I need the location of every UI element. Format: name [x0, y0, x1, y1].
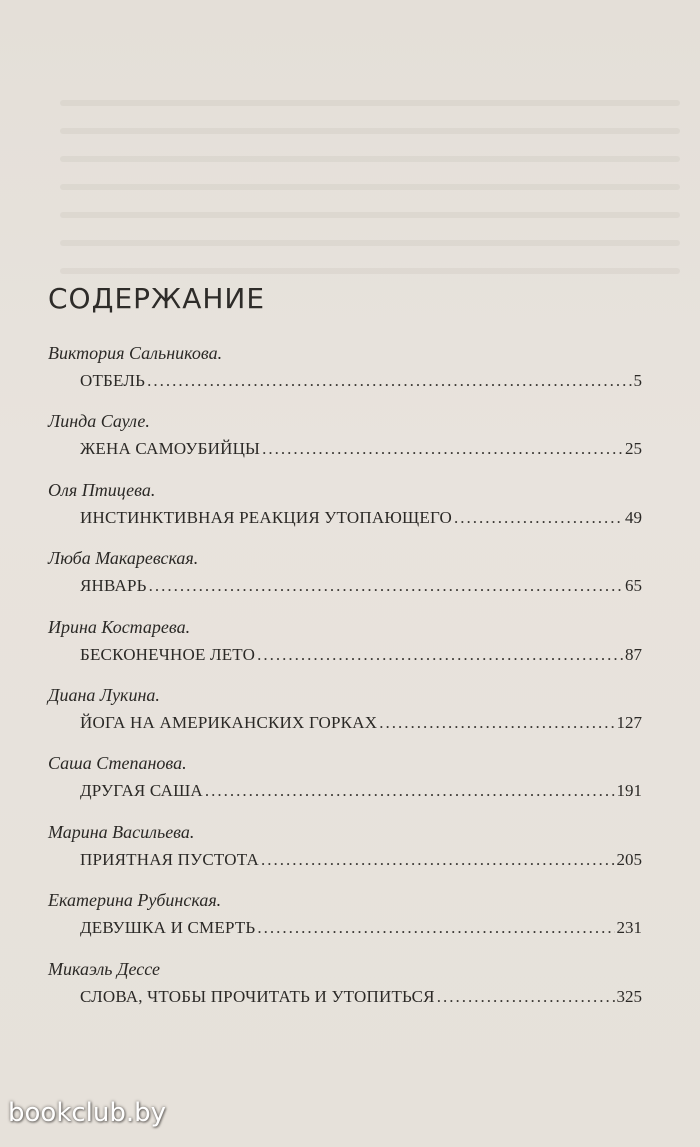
toc-author: Саша Степанова.: [48, 753, 187, 774]
dot-leader: [379, 710, 614, 736]
toc-entry: [48, 338, 642, 406]
toc-author: Екатерина Рубинская.: [48, 890, 222, 911]
toc-author: Ирина Костарева.: [48, 616, 191, 637]
toc-title: ИНСТИНКТИВНАЯ РЕАКЦИЯ УТОПАЮЩЕГО: [80, 507, 453, 527]
toc-author: Марина Васильева.: [48, 821, 195, 842]
toc-author: Виктория Сальникова.: [48, 343, 223, 363]
toc-page-number: 231: [616, 918, 642, 938]
dot-leader: [257, 642, 623, 668]
toc-heading: СОДЕРЖАНИЕ: [48, 282, 266, 315]
dot-leader: [454, 505, 623, 531]
show-through-line: [60, 156, 680, 162]
toc-line: [80, 710, 642, 736]
toc-line: [80, 368, 642, 394]
show-through-line: [60, 240, 680, 246]
toc-line: [80, 984, 642, 1010]
dot-leader: [261, 847, 615, 873]
toc-line: [80, 778, 642, 804]
table-of-contents: [48, 338, 642, 1022]
show-through-line: [60, 184, 680, 190]
toc-entry: [48, 885, 642, 953]
dot-leader: [262, 436, 623, 462]
toc-page-number: 65: [625, 576, 642, 596]
toc-title: ЯНВАРЬ: [80, 576, 147, 596]
dot-leader: [437, 984, 615, 1010]
toc-page-number: 25: [625, 439, 642, 459]
toc-title: ДЕВУШКА И СМЕРТЬ: [80, 918, 256, 938]
toc-author: Диана Лукина.: [48, 684, 160, 705]
toc-page-number: 87: [625, 644, 642, 664]
toc-entry: [48, 680, 642, 748]
show-through-line: [60, 212, 680, 218]
toc-entry: [48, 612, 642, 680]
toc-title: ЙОГА НА АМЕРИКАНСКИХ ГОРКАХ: [80, 712, 378, 732]
toc-entry: [48, 543, 642, 611]
toc-title: СЛОВА, ЧТОБЫ ПРОЧИТАТЬ И УТОПИТЬСЯ: [80, 986, 435, 1006]
watermark-text: bookclub.by: [8, 1098, 167, 1128]
toc-title: БЕСКОНЕЧНОЕ ЛЕТО: [80, 644, 256, 664]
toc-entry: [48, 748, 642, 816]
toc-title: ДРУГАЯ САША: [80, 781, 203, 801]
toc-author: Линда Сауле.: [48, 411, 150, 432]
toc-page-number: 191: [616, 781, 642, 801]
toc-line: [80, 505, 642, 531]
toc-line: [80, 915, 642, 941]
toc-entry: [48, 475, 642, 543]
toc-line: [80, 642, 642, 668]
toc-title: ЖЕНА САМОУБИЙЦЫ: [80, 439, 261, 459]
toc-line: [80, 847, 642, 873]
dot-leader: [147, 368, 631, 394]
toc-title: ПРИЯТНАЯ ПУСТОТА: [80, 849, 259, 869]
dot-leader: [205, 778, 615, 804]
show-through-line: [60, 268, 680, 274]
toc-page-number: 5: [633, 371, 642, 390]
toc-author: Оля Птицева.: [48, 479, 156, 500]
toc-page-number: 205: [616, 849, 642, 869]
toc-page-number: 127: [616, 712, 642, 732]
dot-leader: [257, 915, 614, 941]
dot-leader: [149, 573, 623, 599]
show-through-line: [60, 100, 680, 106]
toc-page-number: 49: [625, 507, 642, 527]
toc-line: [80, 436, 642, 462]
toc-author: Люба Макаревская.: [48, 548, 199, 569]
show-through-line: [60, 128, 680, 134]
toc-line: [80, 573, 642, 599]
toc-author: Микаэль Дессе: [48, 958, 160, 979]
toc-entry: [48, 954, 642, 1022]
toc-entry: [48, 817, 642, 885]
toc-entry: [48, 406, 642, 474]
toc-title: ОТБЕЛЬ: [80, 371, 146, 390]
toc-page-number: 325: [616, 986, 642, 1006]
